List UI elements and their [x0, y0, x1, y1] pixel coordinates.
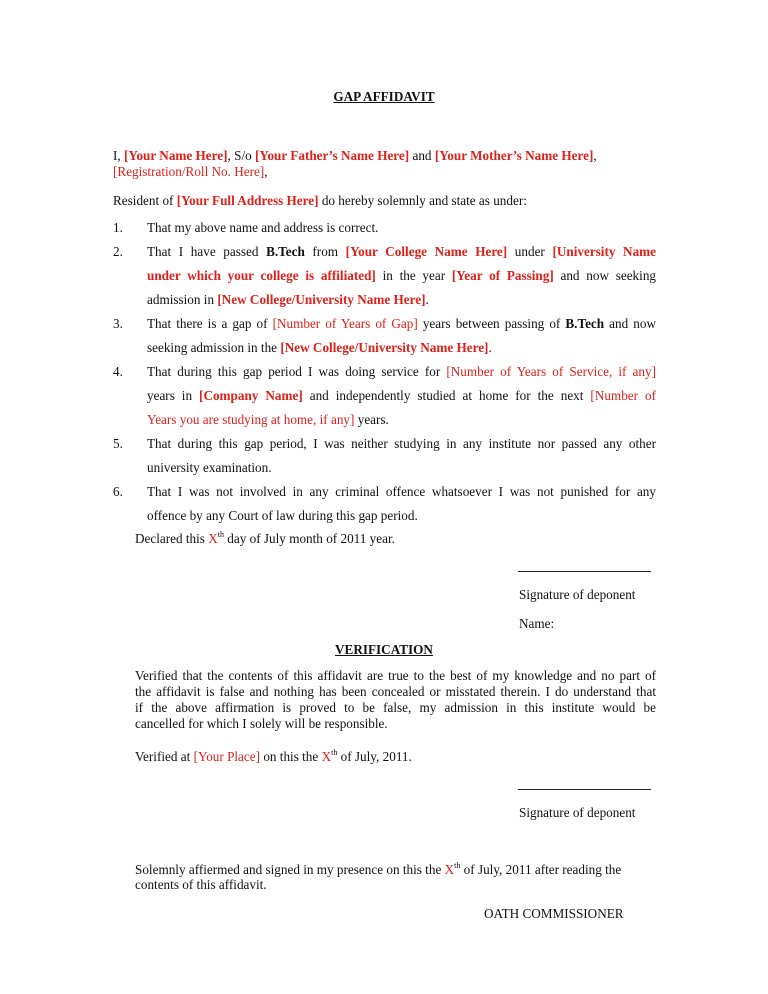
text: That there is a gap of [147, 316, 273, 331]
item-3-text [147, 312, 656, 360]
text: and now seeking [553, 268, 657, 283]
your-name-placeholder: [Your Name Here] [124, 148, 228, 163]
name-label: Name: [519, 616, 555, 631]
item-1-text [147, 216, 656, 240]
text: and independently studied at home for the next [302, 388, 591, 403]
text: of July, 2011. [337, 749, 412, 764]
years-of-service-placeholder: [Number of Years of Service, if any] [446, 364, 656, 379]
item-line: That my above name and address is correct. [147, 220, 379, 235]
item-line [147, 408, 656, 432]
college-name-placeholder: [Your College Name Here] [345, 244, 508, 259]
item-line [147, 264, 656, 288]
intro-text: and [409, 148, 435, 163]
item-4-text [147, 360, 656, 432]
item-line [147, 360, 656, 384]
ordinal-suffix: th [331, 748, 338, 757]
text: Declared this [135, 531, 209, 546]
item-number: 1. [113, 220, 123, 235]
intro-line-2 [113, 164, 658, 180]
text: and now [604, 316, 656, 331]
ordinal-suffix: th [217, 530, 224, 539]
mother-name-placeholder: [Your Mother’s Name Here] [434, 148, 594, 163]
text: in the year [375, 268, 452, 283]
oath-commissioner: OATH COMMISSIONER [484, 906, 624, 921]
text: years in [147, 388, 200, 403]
item-number: 6. [113, 484, 123, 499]
item-line [147, 336, 656, 360]
intro-line-1 [113, 148, 658, 164]
paragraph-line: the affidavit is false and nothing has been concealed or misstated therein. I do understand that [135, 684, 656, 699]
signature-label: Signature of deponent [519, 805, 636, 820]
text: day of July month of 2011 year. [224, 531, 395, 546]
text: seeking admission in the [147, 340, 281, 355]
signature-line [518, 789, 651, 790]
intro-text: , [264, 164, 268, 179]
text: . [425, 292, 429, 307]
verification-title: VERIFICATION [335, 642, 433, 657]
address-placeholder: [Your Full Address Here] [176, 193, 319, 208]
text: Verified at [135, 749, 194, 764]
intro-text: I, [113, 148, 124, 163]
item-number: 2. [113, 244, 123, 259]
company-name-placeholder: [Company Name] [199, 388, 303, 403]
item-line [147, 240, 656, 264]
place-placeholder: [Your Place] [193, 749, 261, 764]
day-placeholder: X [208, 531, 218, 546]
text: That I have passed [147, 244, 267, 259]
years-of-gap-placeholder: [Number of Years of Gap] [272, 316, 418, 331]
text: on this the [260, 749, 322, 764]
declared-line [135, 530, 395, 547]
degree: B.Tech [565, 316, 605, 331]
text: years. [354, 412, 389, 427]
years-at-home-placeholder: [Number of [590, 388, 656, 403]
resident-line [113, 193, 658, 209]
item-line: That during this gap period, I was neither studying in any institute nor passed any other [147, 436, 656, 451]
text: . [488, 340, 492, 355]
day-placeholder: X [321, 749, 332, 764]
intro-text: , S/o [227, 148, 255, 163]
item-5-text [147, 432, 656, 480]
solemn-line-1 [135, 861, 621, 878]
new-college-placeholder: [New College/University Name Here] [217, 292, 426, 307]
signature-label: Signature of deponent [519, 587, 636, 602]
signature-line [518, 571, 651, 572]
text: from [304, 244, 346, 259]
item-2-text [147, 240, 656, 312]
item-line: university examination. [147, 460, 272, 475]
text: That during this gap period I was doing service for [147, 364, 447, 379]
ordinal-suffix: th [454, 861, 461, 870]
text: of July, 2011 after reading the [460, 862, 622, 877]
registration-placeholder: [Registration/Roll No. Here] [113, 164, 265, 179]
year-of-passing-placeholder: [Year of Passing] [451, 268, 554, 283]
resident-text: Resident of [113, 193, 177, 208]
father-name-placeholder: [Your Father’s Name Here] [255, 148, 410, 163]
item-line [147, 288, 656, 312]
paragraph-line: cancelled for which I solely will be responsible. [135, 716, 388, 731]
item-line: offence by any Court of law during this gap period. [147, 508, 418, 523]
text: under [507, 244, 553, 259]
university-name-placeholder: [University Name [552, 244, 657, 259]
text: Solemnly affiermed and signed in my presence on this the [135, 862, 445, 877]
item-line: That I was not involved in any criminal offence whatsoever I was not punished for any [147, 484, 656, 499]
item-number: 4. [113, 364, 123, 379]
new-college-placeholder: [New College/University Name Here] [280, 340, 489, 355]
intro-text: , [593, 148, 597, 163]
verified-at-line [135, 748, 412, 765]
item-6-text [147, 480, 656, 528]
years-at-home-placeholder: Years you are studying at home, if any] [147, 412, 355, 427]
degree: B.Tech [266, 244, 305, 259]
item-number: 3. [113, 316, 123, 331]
university-name-placeholder: under which your college is affiliated] [147, 268, 376, 283]
day-placeholder: X [444, 862, 455, 877]
verification-paragraph [135, 668, 656, 732]
text: admission in [147, 292, 218, 307]
text: years between passing of [417, 316, 566, 331]
item-line [147, 312, 656, 336]
document-title: GAP AFFIDAVIT [333, 89, 435, 104]
solemn-line-2: contents of this affidavit. [135, 877, 267, 892]
item-line [147, 384, 656, 408]
resident-text: do hereby solemnly and state as under: [318, 193, 527, 208]
paragraph-line: if the above affirmation is proved to be false, my admission in this institute would be [135, 700, 656, 715]
paragraph-line: Verified that the contents of this affidavit are true to the best of my knowledge and no part of [135, 668, 656, 683]
item-number: 5. [113, 436, 123, 451]
